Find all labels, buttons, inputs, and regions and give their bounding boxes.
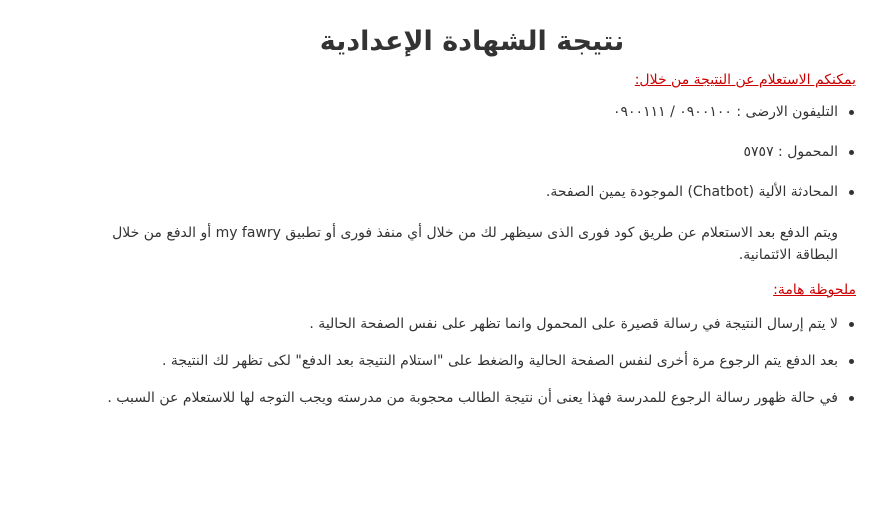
payment-note: ويتم الدفع بعد الاستعلام عن طريق كود فورى الذى سيظهر لك من خلال أي منفذ فورى أو تطبيق my fawry أو الدفع من خلال البطاقة الائتمانية.: [112, 225, 838, 263]
mobile-sms-text: المحمول : ٥٧٥٧: [743, 144, 838, 160]
contact-methods-list: [88, 102, 856, 202]
bullet-dot-icon: [849, 322, 854, 327]
bullet-dot-icon: [849, 190, 854, 195]
list-item: [88, 388, 856, 408]
landline-phone-text: التليفون الارضى : ٠٩٠٠١٠٠ / ٠٩٠٠١١١: [613, 104, 838, 120]
contact-methods-heading: يمكنكم الاستعلام عن النتيجة من خلال:: [634, 72, 856, 88]
list-item: [88, 142, 856, 162]
list-item: [88, 314, 856, 334]
note-text: بعد الدفع يتم الرجوع مرة أخرى لنفس الصفحة الحالية والضغط على "استلام النتيجة بعد الدفع" لكى تظهر لك النتيجة .: [162, 353, 838, 369]
bullet-dot-icon: [849, 396, 854, 401]
list-item: [88, 351, 856, 371]
list-item: [88, 182, 856, 202]
bullet-dot-icon: [849, 359, 854, 364]
important-note-heading: ملحوظة هامة:: [773, 282, 856, 298]
bullet-dot-icon: [849, 110, 854, 115]
chatbot-text: المحادثة الألية (Chatbot) الموجودة يمين الصفحة.: [545, 184, 838, 200]
important-notes-list: [88, 314, 856, 408]
note-text: في حالة ظهور رسالة الرجوع للمدرسة فهذا يعنى أن نتيجة الطالب محجوبة من مدرسته ويجب التوجه لها للاستعلام عن السبب .: [107, 390, 838, 406]
list-item: [88, 102, 856, 122]
note-text: لا يتم إرسال النتيجة في رسالة قصيرة على المحمول وانما تظهر على نفس الصفحة الحالية .: [309, 316, 838, 332]
page-title: نتيجة الشهادة الإعدادية: [319, 26, 625, 57]
bullet-dot-icon: [849, 150, 854, 155]
